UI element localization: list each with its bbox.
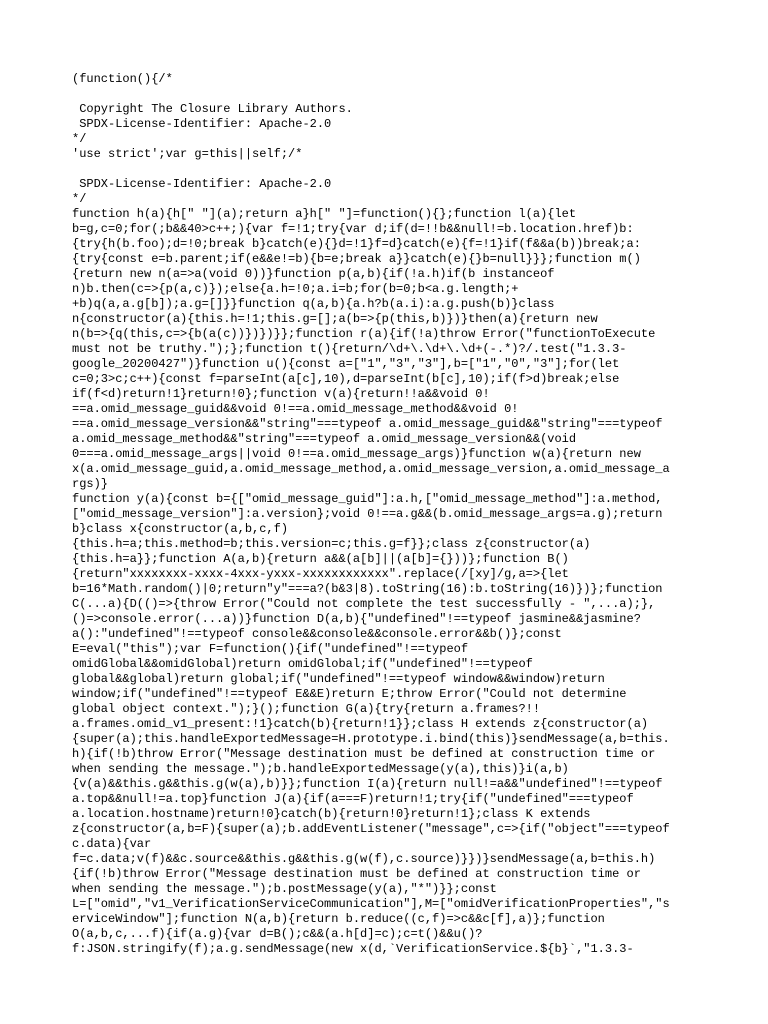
- code-line: (function(){/*: [72, 72, 173, 86]
- code-line: 'use strict';var g=this||self;/*: [72, 147, 303, 161]
- code-line: */: [72, 192, 87, 206]
- code-line: window;if("undefined"!==typeof E&&E)return E;throw Error("Could not determine: [72, 687, 627, 701]
- code-line: a.frames.omid_v1_present:!1}catch(b){return!1}};class H extends z{constructor(a): [72, 717, 649, 731]
- code-line: {v(a)&&this.g&&this.g(w(a),b)}};function I(a){return null!=a&&"undefined"!==typeof: [72, 777, 663, 791]
- code-line: n(b=>{q(this,c=>{b(a(c))})})}};function r(a){if(!a)throw Error("functionToExecute: [72, 327, 656, 341]
- code-line: {super(a);this.handleExportedMessage=H.prototype.i.bind(this)}sendMessage(a,b=this.: [72, 732, 670, 746]
- code-line: function y(a){const b={["omid_message_guid"]:a.h,["omid_message_method"]:a.method,: [72, 492, 663, 506]
- code-line: SPDX-License-Identifier: Apache-2.0: [72, 117, 332, 131]
- code-line: when sending the message.");b.postMessage(y(a),"*")}};const: [72, 882, 497, 896]
- code-line: function h(a){h[" "](a);return a}h[" "]=function(){};function l(a){let: [72, 207, 577, 221]
- code-line: C(...a){D(()=>{throw Error("Could not complete the test successfully - ",...a);},: [72, 597, 656, 611]
- code-line: c=0;3>c;c++){const f=parseInt(a[c],10),d=parseInt(b[c],10);if(f>d)break;else: [72, 372, 620, 386]
- code-line: z{constructor(a,b=F){super(a);b.addEventListener("message",c=>{if("object"===typeof: [72, 822, 670, 836]
- code-line: h){if(!b)throw Error("Message destination must be defined at construction time or: [72, 747, 656, 761]
- code-line: x(a.omid_message_guid,a.omid_message_method,a.omid_message_version,a.omid_message_a: [72, 462, 670, 476]
- code-line: [72, 87, 712, 102]
- code-line: ()=>console.error(...a))}function D(a,b){"undefined"!==typeof jasmine&&jasmine?: [72, 612, 641, 626]
- code-line: {try{h(b.foo);d=!0;break b}catch(e){}d=!1}f=d}catch(e){f=!1}if(f&&a(b))break;a:: [72, 237, 641, 251]
- code-line: f:JSON.stringify(f);a.g.sendMessage(new x(d,`VerificationService.${b}`,"1.3.3-: [72, 942, 634, 956]
- code-line: {if(!b)throw Error("Message destination must be defined at construction time or: [72, 867, 641, 881]
- code-line: c.data){var: [72, 837, 152, 851]
- code-line: google_20200427")}function u(){const a=["1","3","3"],b=["1","0","3"];for(let: [72, 357, 620, 371]
- code-line: f=c.data;v(f)&&c.source&&this.g&&this.g(w(f),c.source)}})}sendMessage(a,b=this.h): [72, 852, 656, 866]
- code-line: ==a.omid_message_guid&&void 0!==a.omid_message_method&&void 0!: [72, 402, 519, 416]
- code-line: if(f<d)return!1}return!0};function v(a){return!!a&&void 0!: [72, 387, 490, 401]
- code-line: {this.h=a}};function A(a,b){return a&&(a[b]||(a[b]={}))};function B(): [72, 552, 569, 566]
- code-line: b=16*Math.random()|0;return"y"===a?(b&3|8).toString(16):b.toString(16)})};function: [72, 582, 663, 596]
- code-line: b}class x{constructor(a,b,c,f): [72, 522, 289, 536]
- code-line: when sending the message.");b.handleExportedMessage(y(a),this)}i(a,b): [72, 762, 569, 776]
- code-line: {this.h=a;this.method=b;this.version=c;this.g=f}};class z{constructor(a): [72, 537, 591, 551]
- code-line: must not be truthy.");};function t(){return/\d+\.\d+\.\d+(-.*)?/.test("1.3.3-: [72, 342, 627, 356]
- code-line: O(a,b,c,...f){if(a.g){var d=B();c&&(a.h[d]=c);c=t()&&u()?: [72, 927, 483, 941]
- code-line: n)b.then(c=>{p(a,c)});else{a.h=!0;a.i=b;for(b=0;b<a.g.length;+: [72, 282, 519, 296]
- code-line: SPDX-License-Identifier: Apache-2.0: [72, 177, 332, 191]
- code-line: {return"xxxxxxxx-xxxx-4xxx-yxxx-xxxxxxxxxxxx".replace(/[xy]/g,a=>{let: [72, 567, 569, 581]
- code-line: global&&global)return global;if("undefined"!==typeof window&&window)return: [72, 672, 605, 686]
- code-line: erviceWindow"];function N(a,b){return b.reduce((c,f)=>c&&c[f],a)};function: [72, 912, 605, 926]
- code-line: +b)q(a,a.g[b]);a.g=[]}}function q(a,b){a.h?b(a.i):a.g.push(b)}class: [72, 297, 555, 311]
- code-line: rgs)}: [72, 477, 109, 491]
- code-line: a.location.hostname)return!0}catch(b){return!0}return!1};class K extends: [72, 807, 591, 821]
- code-line: {return new n(a=>a(void 0))}function p(a,b){if(!a.h)if(b instanceof: [72, 267, 555, 281]
- code-line: Copyright The Closure Library Authors.: [72, 102, 353, 116]
- code-line: global object context.");}();function G(a){try{return a.frames?!!: [72, 702, 541, 716]
- code-line: a.top&&null!=a.top}function J(a){if(a===F)return!1;try{if("undefined"===typeof: [72, 792, 634, 806]
- code-line: a():"undefined"!==typeof console&&console&&console.error&&b()};const: [72, 627, 562, 641]
- code-line: 0===a.omid_message_args||void 0!==a.omid_message_args)}function w(a){return new: [72, 447, 641, 461]
- script-source-text: [72, 72, 712, 957]
- code-line: b=g,c=0;for(;b&&40>c++;){var f=!1;try{var d;if(d=!!b&&null!=b.location.href)b:: [72, 222, 634, 236]
- code-line: omidGlobal&&omidGlobal)return omidGlobal;if("undefined"!==typeof: [72, 657, 533, 671]
- code-line: L=["omid","v1_VerificationServiceCommunication"],M=["omidVerificationProperties","s: [72, 897, 670, 911]
- code-line: ==a.omid_message_version&&"string"===typeof a.omid_message_guid&&"string"===typeof: [72, 417, 663, 431]
- code-line: ["omid_message_version"]:a.version};void 0!==a.g&&(b.omid_message_args=a.g);return: [72, 507, 663, 521]
- code-line: a.omid_message_method&&"string"===typeof a.omid_message_version&&(void: [72, 432, 577, 446]
- code-line: E=eval("this");var F=function(){if("undefined"!==typeof: [72, 642, 469, 656]
- code-line: {try{const e=b.parent;if(e&&e!=b){b=e;break a}}catch(e){}b=null}}};function m(): [72, 252, 641, 266]
- code-line: */: [72, 132, 87, 146]
- code-line: [72, 162, 712, 177]
- code-line: n{constructor(a){this.h=!1;this.g=[];a(b=>{p(this,b)})}then(a){return new: [72, 312, 598, 326]
